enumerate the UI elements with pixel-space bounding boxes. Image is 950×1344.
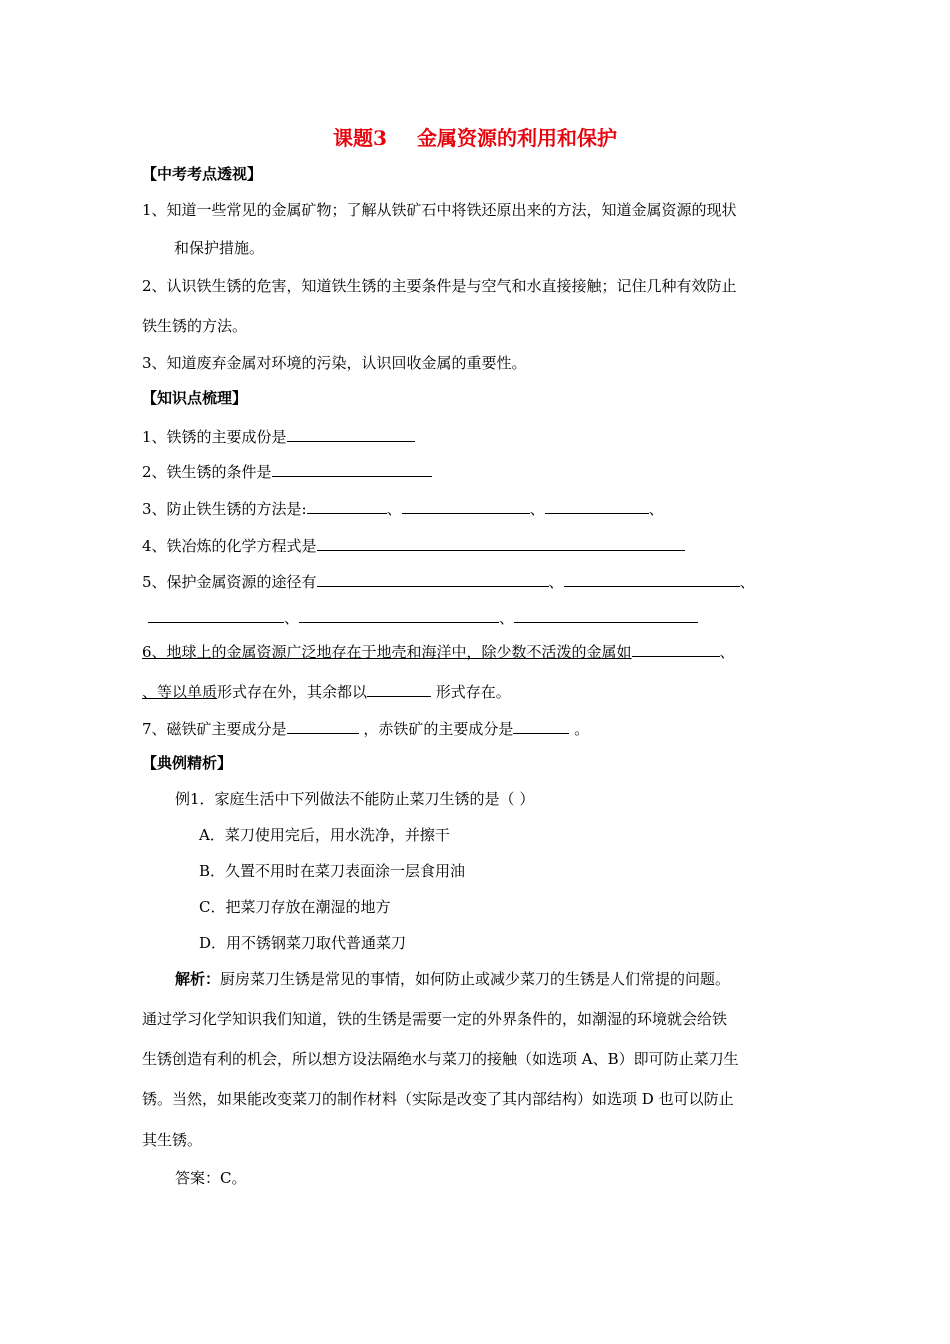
knowledge-item-6-text-a: 、等以单质 — [142, 683, 218, 701]
section-heading-examples: 【典例精析】 — [142, 754, 233, 772]
knowledge-item-6-text: 6、地球上的金属资源广泛地存在于地壳和海洋中，除少数不活泼的金属如 — [142, 643, 632, 661]
exam-point-2: 2、认识铁生锈的危害，知道铁生锈的主要条件是与空气和水直接接触；记住几种有效防止 — [142, 277, 737, 295]
lesson-number: 课题3 — [333, 126, 387, 150]
section-heading-knowledge: 【知识点梳理】 — [142, 389, 248, 407]
option-b: B．久置不用时在菜刀表面涂一层食用油 — [199, 862, 466, 880]
lesson-topic: 金属资源的利用和保护 — [416, 126, 617, 150]
knowledge-item-6-cont — [142, 680, 511, 702]
fill-blank[interactable] — [287, 425, 415, 442]
knowledge-item-3-text: 3、防止铁生锈的方法是: — [142, 500, 307, 518]
analysis-line-3: 生锈创造有利的机会，所以想方设法隔绝水与菜刀的接触（如选项 A、B）即可防止菜刀生 — [142, 1050, 739, 1068]
knowledge-item-7-text-a: 7、磁铁矿主要成分是 — [142, 720, 287, 738]
knowledge-item-1 — [142, 425, 415, 447]
separator: 、 — [719, 643, 735, 661]
knowledge-item-4 — [142, 534, 685, 556]
fill-blank[interactable] — [514, 606, 698, 623]
fill-blank[interactable] — [148, 606, 284, 623]
knowledge-item-5-text: 5、保护金属资源的途径有 — [142, 573, 317, 591]
fill-blank[interactable] — [317, 534, 685, 551]
separator: 、 — [529, 500, 545, 518]
fill-blank[interactable] — [402, 497, 530, 514]
knowledge-item-1-text: 1、铁锈的主要成份是 — [142, 428, 287, 446]
analysis-label: 解析： — [175, 970, 221, 988]
answer: 答案：C。 — [175, 1169, 247, 1187]
fill-blank[interactable] — [287, 717, 359, 734]
separator: 、 — [648, 500, 664, 518]
knowledge-item-2 — [142, 460, 432, 482]
fill-blank[interactable] — [513, 717, 569, 734]
fill-blank[interactable] — [317, 570, 549, 587]
knowledge-item-5 — [142, 570, 755, 592]
section-heading-exam: 【中考考点透视】 — [142, 165, 263, 183]
option-a: A．菜刀使用完后，用水洗净，并擦干 — [199, 826, 450, 844]
analysis-text: 厨房菜刀生锈是常见的事情，如何防止或减少菜刀的生锈是人们常提的问题。 — [220, 970, 731, 988]
knowledge-item-6-text-b: 形式存在外，其余都以 — [217, 683, 368, 701]
exam-point-1: 1、知道一些常见的金属矿物；了解从铁矿石中将铁还原出来的方法，知道金属资源的现状 — [142, 201, 737, 219]
analysis-line-5: 其生锈。 — [142, 1131, 203, 1149]
analysis-line-4: 锈。当然，如果能改变菜刀的制作材料（实际是改变了其内部结构）如选项 D 也可以防止 — [142, 1090, 734, 1108]
analysis-line-2: 通过学习化学知识我们知道，铁的生锈是需要一定的外界条件的，如潮湿的环境就会给铁 — [142, 1010, 728, 1028]
knowledge-item-6 — [142, 640, 735, 662]
fill-blank[interactable] — [564, 570, 740, 587]
fill-blank[interactable] — [632, 640, 720, 657]
fill-blank[interactable] — [367, 680, 431, 697]
knowledge-item-4-text: 4、铁冶炼的化学方程式是 — [142, 537, 317, 555]
knowledge-item-3 — [142, 497, 664, 519]
page-title — [0, 126, 950, 150]
knowledge-item-6-text-c: 形式存在。 — [431, 683, 511, 701]
fill-blank[interactable] — [307, 497, 387, 514]
fill-blank[interactable] — [545, 497, 649, 514]
analysis-line-1 — [175, 969, 730, 989]
exam-point-2-cont: 铁生锈的方法。 — [142, 317, 248, 335]
separator: 、 — [548, 573, 564, 591]
knowledge-item-5-cont — [148, 606, 698, 628]
exam-point-1-cont: 和保护措施。 — [174, 239, 265, 257]
option-d: D．用不锈钢菜刀取代普通菜刀 — [199, 934, 407, 952]
fill-blank[interactable] — [272, 460, 432, 477]
separator: 、 — [739, 573, 755, 591]
option-c: C．把菜刀存放在潮湿的地方 — [199, 898, 391, 916]
example-question: 例1．家庭生活中下列做法不能防止菜刀生锈的是（ ） — [175, 790, 535, 808]
knowledge-item-7-text-c: 。 — [574, 720, 590, 738]
fill-blank[interactable] — [299, 606, 499, 623]
knowledge-item-7 — [142, 717, 589, 739]
separator: 、 — [386, 500, 402, 518]
knowledge-item-2-text: 2、铁生锈的条件是 — [142, 463, 272, 481]
separator: 、 — [284, 609, 300, 627]
knowledge-item-7-text-b: ，赤铁矿的主要成分是 — [363, 720, 514, 738]
exam-point-3: 3、知道废弃金属对环境的污染，认识回收金属的重要性。 — [142, 354, 527, 372]
separator: 、 — [499, 609, 515, 627]
